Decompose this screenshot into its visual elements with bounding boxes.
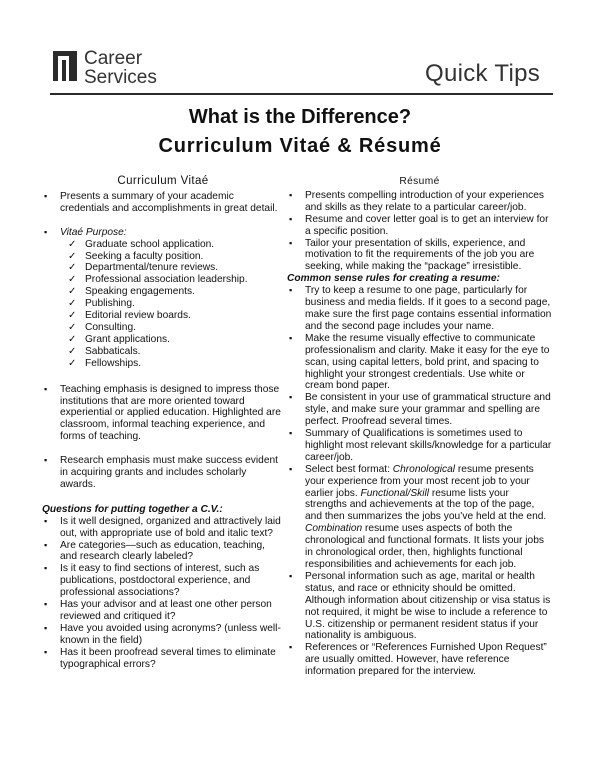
header-divider — [50, 93, 553, 95]
list-item: ✓ Fellowships. — [68, 358, 284, 370]
list-item: ▪ Resume and cover letter goal is to get an interview for a specific position. — [287, 214, 552, 238]
cv-list — [42, 191, 284, 239]
page-title: What is the Difference? — [188, 106, 412, 128]
resume-rules-heading: Common sense rules for creating a resume: — [287, 273, 500, 285]
list-item: ✓ Departmental/tenure reviews. — [68, 262, 284, 274]
brand-line-2: Services — [84, 67, 157, 88]
resume-intro-list — [287, 190, 552, 273]
cv-purpose-label: Vitaé Purpose: — [60, 226, 127, 238]
list-item: ▪ Presents compelling introduction of your experiences and skills as they relate to a particular career/job. — [287, 190, 552, 214]
list-item: ✓ Publishing. — [68, 298, 284, 310]
list-item: ✓ Consulting. — [68, 322, 284, 334]
resume-personal: ▪ Personal information such as age, marital or health status, and race or ethnicity should be omitted. Although information about citizenship or visa status is not required, it might be wise to include a reference to U.S. citizenship or permanent resident status if your nationality is ambiguous. — [287, 571, 552, 642]
cv-teaching: ▪ Teaching emphasis is designed to impress those institutions that are more oriented toward experiential or applied education. Highlighted are classroom, informal teaching experience, and forms of teaching. — [42, 384, 284, 444]
list-item: ▪ Try to keep a resume to one page, particularly for business and media fields. If it goes to a second page, make sure the first page contains essential information and the second page includes your name. — [287, 285, 552, 333]
cv-purpose-list — [68, 239, 284, 370]
resume-rules-list — [287, 285, 552, 678]
list-item: ▪ Tailor your presentation of skills, experience, and motivation to fit the requirements of the job you are seeking, while making the “package” irresistible. — [287, 238, 552, 274]
resume-column — [287, 176, 552, 678]
cv-heading: Curriculum Vitaé — [117, 175, 209, 187]
cv-questions-list — [42, 516, 284, 671]
list-item: ▪ Has it been proofread several times to eliminate typographical errors? — [42, 647, 284, 671]
cv-summary: ▪ Presents a summary of your academic credentials and accomplishments in great detail. — [42, 191, 284, 215]
cv-emphasis-list — [42, 384, 284, 491]
list-item: ✓ Grant applications. — [68, 334, 284, 346]
list-item: ▪ Summary of Qualifications is sometimes used to highlight most relevant skills/knowledge for a particular career/job. — [287, 428, 552, 464]
quick-tips-label: Quick Tips — [425, 60, 541, 87]
list-item: ▪ Is it easy to find sections of interest, such as publications, postdoctoral experience, and professional associations? — [42, 563, 284, 599]
format-chronological: Chronological — [392, 463, 456, 475]
list-item: ▪ Are categories—such as education, teaching, and research clearly labeled? — [42, 540, 284, 564]
list-item: ✓ Editorial review boards. — [68, 310, 284, 322]
list-item: ▪ Have you avoided using acronyms? (unless well-known in the field) — [42, 623, 284, 647]
list-item: ✓ Seeking a faculty position. — [68, 251, 284, 263]
career-services-logo-icon — [53, 51, 77, 81]
brand-line-1: Career — [84, 48, 143, 69]
format-functional: Functional/Skill — [360, 487, 430, 499]
list-item: ▪ Has your advisor and at least one other person reviewed and critiqued it? — [42, 599, 284, 623]
list-item: ✓ Speaking engagements. — [68, 286, 284, 298]
format-combination-text: resume uses aspects of both the chronological and functional formats. It lists your jobs in chronological order, then, highlights functional responsibilities and achievements for each job. — [305, 523, 544, 570]
brand-name — [84, 49, 157, 87]
page-subtitle: Curriculum Vitaé & Résumé — [158, 135, 442, 157]
list-item: ✓ Graduate school application. — [68, 239, 284, 251]
list-item: ▪ Is it well designed, organized and attractively laid out, with appropriate use of bold and italic text? — [42, 516, 284, 540]
list-item: ▪ Make the resume visually effective to communicate professionalism and clarity. Make it easy for the eye to scan, using capital letters, bold print, and spacing to highlight your strongest credentials. Use white or cream bond paper. — [287, 333, 552, 393]
resume-heading: Résumé — [399, 176, 440, 187]
format-chronological-text: resume presents your experience from your most recent job to your earlier jobs. — [305, 463, 534, 499]
cv-research: ▪ Research emphasis must make success evident in acquiring grants and includes scholarly awards. — [42, 455, 284, 491]
list-item: ✓ Professional association leadership. — [68, 274, 284, 286]
format-lead: Select best format: — [305, 463, 393, 475]
cv-column — [42, 176, 284, 671]
list-item: ▪ Be consistent in your use of grammatical structure and style, and make sure your grammar and spelling are perfect. Proofread several times. — [287, 392, 552, 428]
cv-purpose-item — [42, 227, 284, 239]
format-combination: Combination — [305, 523, 363, 535]
page-header — [0, 0, 600, 100]
resume-format-item — [287, 464, 552, 524]
format-functional-text: resume lists your strengths and achievements at the top of the page, and then summarizes the jobs you’ve held at the end. — [305, 487, 547, 523]
resume-references: ▪ References or “References Furnished Upon Request” are usually omitted. However, have reference information prepared for the interview. — [287, 642, 552, 678]
list-item: ✓ Sabbaticals. — [68, 346, 284, 358]
cv-questions-heading: Questions for putting together a C.V.: — [42, 503, 223, 515]
resume-combination-item — [287, 523, 552, 571]
